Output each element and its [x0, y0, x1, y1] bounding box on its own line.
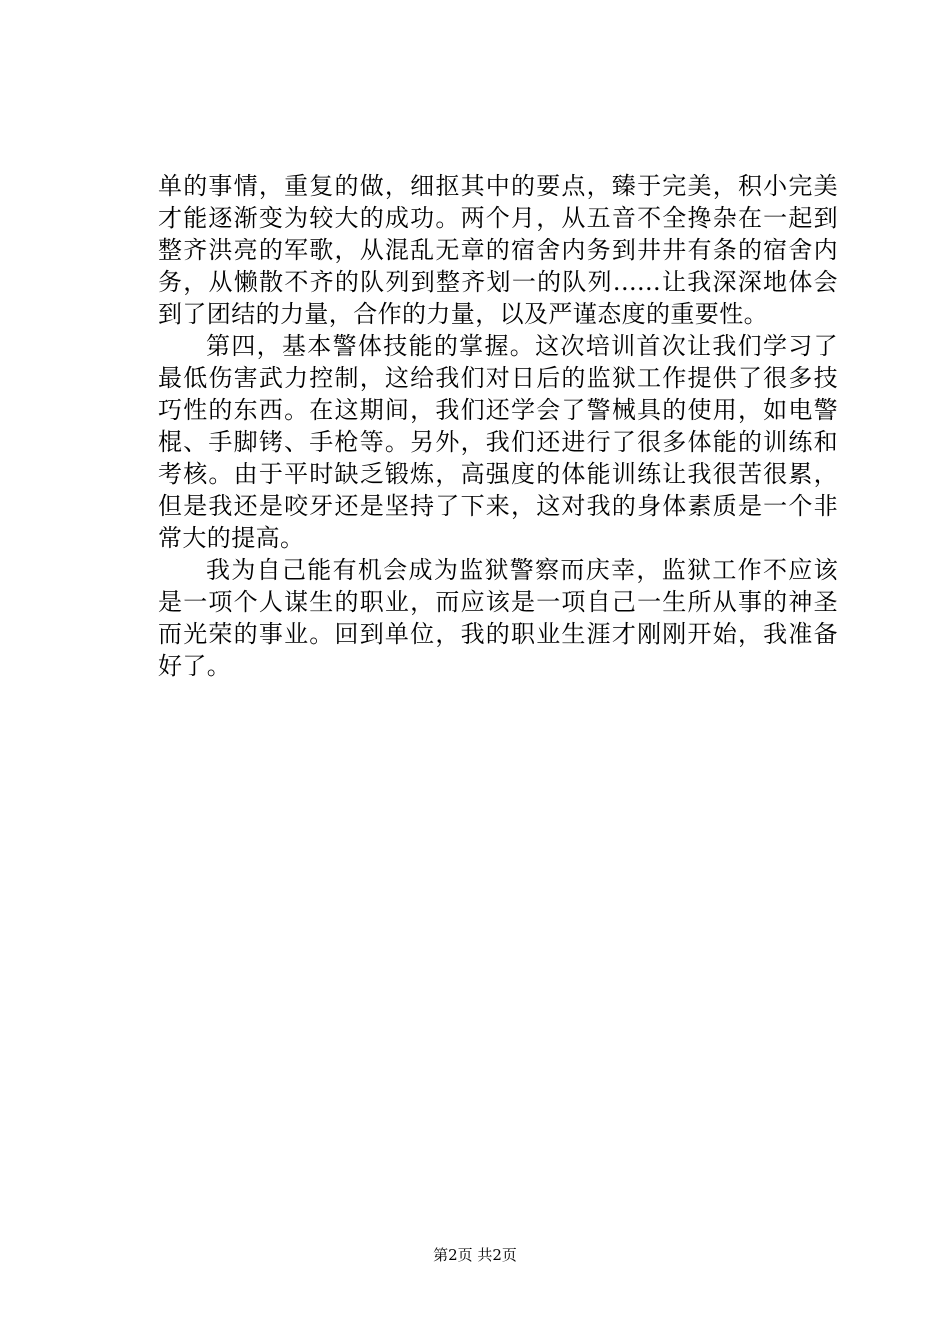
paragraph-conclusion: 我为自己能有机会成为监狱警察而庆幸，监狱工作不应该是一项个人谋生的职业，而应该是一项自己一生所从事的神圣而光荣的事业。回到单位，我的职业生涯才刚刚开始，我准备好了。 — [158, 556, 838, 680]
page-footer: 第2页 共2页 — [433, 1246, 517, 1264]
document-body — [158, 170, 838, 682]
paragraph-police-skills: 第四，基本警体技能的掌握。这次培训首次让我们学习了最低伤害武力控制，这给我们对日后的监狱工作提供了很多技巧性的东西。在这期间，我们还学会了警械具的使用，如电警棍、手脚铐、手枪等。另外，我们还进行了很多体能的训练和考核。由于平时缺乏锻炼，高强度的体能训练让我很苦很累，但是我还是咬牙还是坚持了下来，这对我的身体素质是一个非常大的提高。 — [158, 332, 838, 552]
paragraph-continuation: 单的事情，重复的做，细抠其中的要点，臻于完美，积小完美才能逐渐变为较大的成功。两个月，从五音不全搀杂在一起到整齐洪亮的军歌，从混乱无章的宿舍内务到井井有条的宿舍内务，从懒散不齐的队列到整齐划一的队列......让我深深地体会到了团结的力量，合作的力量，以及严谨态度的重要性。 — [158, 172, 838, 328]
